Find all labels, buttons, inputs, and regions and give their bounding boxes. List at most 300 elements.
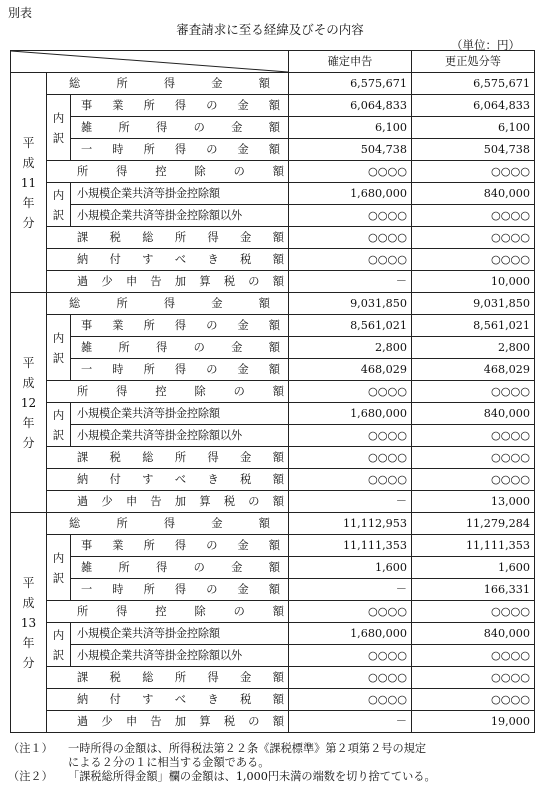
- row-label-text: [81, 338, 280, 358]
- label-char: の: [206, 318, 218, 332]
- label-char: の: [233, 164, 245, 178]
- row-label-text: [81, 96, 280, 116]
- label-char: 控: [155, 164, 167, 178]
- label-char: 得: [207, 230, 219, 244]
- label-char: 所: [174, 670, 187, 684]
- kakutei-value: ○○○○: [289, 601, 412, 623]
- label-char: 所: [143, 582, 155, 596]
- row-label-text: [69, 74, 270, 94]
- tax-table: [10, 50, 535, 733]
- year-label-part: 11: [20, 175, 37, 190]
- note-text: 「課税総所得金額」欄の金額は、1,000円未満の端数を切り捨てている。: [68, 770, 436, 783]
- uchiwake-char: 訳: [52, 130, 65, 145]
- year-label-part: 平: [22, 355, 35, 370]
- kosei-value: ○○○○: [412, 205, 535, 227]
- label-char: 額: [272, 230, 284, 244]
- uchiwake-char: 内: [52, 110, 65, 125]
- label-char: 業: [112, 318, 124, 332]
- label-char: す: [142, 692, 154, 706]
- label-char: 業: [112, 98, 124, 112]
- uchiwake-label: [47, 403, 71, 447]
- row-label-text: [77, 448, 284, 468]
- label-char: 金: [237, 538, 249, 552]
- kosei-value: 19,000: [412, 711, 535, 733]
- row-label-text: [77, 690, 284, 710]
- label-char: 金: [211, 516, 223, 530]
- table-row: [11, 645, 535, 667]
- kosei-value: ○○○○: [412, 161, 535, 183]
- row-label: [71, 95, 289, 117]
- label-char: の: [248, 714, 260, 728]
- table-row: [11, 513, 535, 535]
- label-char: 額: [268, 98, 280, 112]
- label-char: 税: [109, 670, 121, 684]
- row-label: [47, 667, 289, 689]
- table-row: [11, 95, 535, 117]
- row-label-text: [69, 514, 270, 534]
- year-label: [11, 513, 47, 733]
- row-label: [47, 249, 289, 271]
- row-label-text: [77, 162, 284, 182]
- label-char: 所: [118, 340, 130, 354]
- kosei-value: 6,100: [412, 117, 535, 139]
- label-char: 額: [272, 274, 284, 288]
- uchiwake-char: 内: [52, 407, 65, 422]
- row-label-text: [77, 228, 284, 248]
- label-char: 得: [163, 516, 176, 530]
- label-char: す: [142, 252, 154, 266]
- row-label-text: [81, 140, 280, 160]
- row-label-text: [77, 602, 284, 622]
- label-char: 少: [101, 494, 113, 508]
- label-char: 申: [125, 274, 138, 288]
- label-char: 一: [81, 362, 93, 376]
- label-char: 税: [223, 714, 236, 728]
- label-char: 税: [240, 252, 252, 266]
- label-char: 算: [199, 274, 211, 288]
- kakutei-value: －: [289, 579, 412, 601]
- label-char: の: [206, 142, 218, 156]
- kakutei-value: 8,561,021: [289, 315, 412, 337]
- label-char: 雑: [81, 120, 93, 134]
- label-char: 少: [101, 714, 113, 728]
- kakutei-value: ○○○○: [289, 381, 412, 403]
- label-char: 金: [237, 318, 249, 332]
- kakutei-value: 6,575,671: [289, 73, 412, 95]
- label-char: 得: [174, 362, 187, 376]
- label-char: 金: [211, 76, 223, 90]
- label-char: 納: [77, 472, 89, 486]
- label-char: べ: [174, 472, 187, 486]
- row-label: [71, 139, 289, 161]
- label-char: 税: [223, 274, 236, 288]
- row-label: [47, 161, 289, 183]
- kakutei-value: 11,111,353: [289, 535, 412, 557]
- label-char: 得: [116, 604, 128, 618]
- row-label: [47, 381, 289, 403]
- label-char: 所: [143, 538, 155, 552]
- uchiwake-char: 内: [52, 550, 65, 565]
- kakutei-value: 11,112,953: [289, 513, 412, 535]
- table-row: [11, 293, 535, 315]
- row-label: 小規模企業共済等掛金控除額: [71, 183, 289, 205]
- label-char: 額: [258, 516, 270, 530]
- label-char: 所: [174, 230, 187, 244]
- uchiwake-char: 訳: [52, 647, 65, 662]
- label-char: の: [193, 340, 205, 354]
- label-char: 税: [240, 472, 252, 486]
- uchiwake-char: 訳: [52, 427, 65, 442]
- row-label-text: [81, 360, 280, 380]
- kakutei-value: 2,800: [289, 337, 412, 359]
- kosei-value: 11,111,353: [412, 535, 535, 557]
- kosei-value: 13,000: [412, 491, 535, 513]
- note-1: [8, 742, 536, 756]
- table-row: [11, 359, 535, 381]
- kosei-value: ○○○○: [412, 645, 535, 667]
- kosei-value: 1,600: [412, 557, 535, 579]
- row-label: [47, 711, 289, 733]
- label-char: 除: [194, 604, 206, 618]
- label-char: 額: [272, 252, 284, 266]
- label-char: 額: [272, 714, 284, 728]
- label-char: の: [206, 582, 218, 596]
- label-char: 時: [112, 142, 124, 156]
- label-char: の: [206, 98, 218, 112]
- label-char: 金: [237, 582, 249, 596]
- label-char: 金: [231, 120, 243, 134]
- row-label: [47, 689, 289, 711]
- label-char: 加: [174, 274, 187, 288]
- label-char: 総: [142, 670, 154, 684]
- kosei-value: ○○○○: [412, 227, 535, 249]
- table-row: [11, 117, 535, 139]
- label-char: 金: [237, 98, 249, 112]
- label-char: す: [142, 472, 154, 486]
- label-char: 時: [112, 362, 124, 376]
- row-label: [71, 117, 289, 139]
- label-char: 付: [109, 472, 121, 486]
- notes: [8, 742, 536, 784]
- table-row: [11, 161, 535, 183]
- table-row: [11, 623, 535, 645]
- label-char: 所: [77, 384, 89, 398]
- table-row: [11, 557, 535, 579]
- label-char: 得: [163, 76, 176, 90]
- row-label: 小規模企業共済等掛金控除額以外: [71, 425, 289, 447]
- kakutei-value: －: [289, 491, 412, 513]
- label-char: 額: [272, 450, 284, 464]
- year-label-part: 分: [22, 655, 35, 670]
- label-char: 額: [268, 560, 280, 574]
- kakutei-value: 1,680,000: [289, 403, 412, 425]
- note-label: （注２）: [8, 770, 53, 783]
- table-row: [11, 381, 535, 403]
- column-header-kakutei: 確定申告: [289, 51, 412, 73]
- label-char: 事: [81, 98, 93, 112]
- label-char: 所: [143, 362, 155, 376]
- table-row: [11, 205, 535, 227]
- label-char: 所: [174, 450, 187, 464]
- kosei-value: ○○○○: [412, 667, 535, 689]
- kakutei-value: 9,031,850: [289, 293, 412, 315]
- label-char: 所: [116, 516, 128, 530]
- kosei-value: 504,738: [412, 139, 535, 161]
- kakutei-value: ○○○○: [289, 227, 412, 249]
- kakutei-value: ○○○○: [289, 425, 412, 447]
- row-label: 小規模企業共済等掛金控除額以外: [71, 645, 289, 667]
- table-row: [11, 667, 535, 689]
- label-char: 額: [272, 604, 284, 618]
- note-1-continuation: による２分の１に相当する金額である。: [68, 756, 270, 769]
- uchiwake-label: [47, 95, 71, 161]
- row-label-text: [81, 558, 280, 578]
- table-row: [11, 73, 535, 95]
- kakutei-value: ○○○○: [289, 689, 412, 711]
- kosei-value: 6,064,833: [412, 95, 535, 117]
- label-char: 得: [156, 120, 168, 134]
- label-char: 所: [116, 296, 128, 310]
- kosei-value: ○○○○: [412, 689, 535, 711]
- note-label: （注１）: [8, 742, 53, 755]
- row-label-text: [81, 536, 280, 556]
- label-char: 額: [268, 340, 280, 354]
- row-label-text: [77, 470, 284, 490]
- row-label: [47, 271, 289, 293]
- label-char: 付: [109, 252, 121, 266]
- year-label-part: 成: [22, 155, 35, 170]
- label-char: 総: [142, 450, 154, 464]
- label-char: 過: [77, 714, 89, 728]
- kakutei-value: 6,100: [289, 117, 412, 139]
- year-label-part: 年: [22, 195, 35, 210]
- label-char: 得: [163, 296, 176, 310]
- kakutei-value: 468,029: [289, 359, 412, 381]
- label-char: 金: [211, 296, 223, 310]
- document-title: 審査請求に至る経緯及びその内容: [176, 22, 364, 37]
- row-label: [71, 579, 289, 601]
- row-label: [47, 227, 289, 249]
- label-char: 雑: [81, 340, 93, 354]
- label-char: の: [206, 538, 218, 552]
- label-char: 課: [77, 230, 89, 244]
- year-label: [11, 293, 47, 513]
- table-row: [11, 271, 535, 293]
- label-char: 額: [258, 296, 270, 310]
- label-char: 額: [258, 76, 270, 90]
- row-label-text: [77, 382, 284, 402]
- label-char: 得: [207, 670, 219, 684]
- label-char: 額: [272, 472, 284, 486]
- table-row: [11, 579, 535, 601]
- label-char: 控: [155, 384, 167, 398]
- label-char: 得: [174, 538, 187, 552]
- row-label-text: [81, 580, 280, 600]
- kosei-value: 11,279,284: [412, 513, 535, 535]
- kosei-value: ○○○○: [412, 469, 535, 491]
- row-label: 小規模企業共済等掛金控除額以外: [71, 205, 289, 227]
- label-char: 額: [272, 384, 284, 398]
- label-char: 所: [77, 164, 89, 178]
- label-char: 額: [268, 142, 280, 156]
- label-char: 告: [150, 714, 162, 728]
- label-char: 税: [109, 450, 121, 464]
- label-char: 総: [69, 516, 81, 530]
- label-char: 得: [174, 142, 187, 156]
- year-label-part: 平: [22, 135, 35, 150]
- label-char: 事: [81, 318, 93, 332]
- uchiwake-label: [47, 535, 71, 601]
- label-char: 事: [81, 538, 93, 552]
- row-label: [47, 513, 289, 535]
- year-label-part: 12: [20, 395, 37, 410]
- table-row: [11, 491, 535, 513]
- row-label: [47, 293, 289, 315]
- label-char: 除: [194, 384, 206, 398]
- note-text: 一時所得の金額は、所得税法第２２条《課税標準》第２項第２号の規定: [68, 742, 427, 755]
- label-char: 総: [69, 296, 81, 310]
- label-char: 額: [272, 494, 284, 508]
- year-label-part: 年: [22, 415, 35, 430]
- kosei-value: 2,800: [412, 337, 535, 359]
- year-label-part: 分: [22, 215, 35, 230]
- label-char: 過: [77, 274, 89, 288]
- label-char: 額: [272, 164, 284, 178]
- label-char: 得: [116, 384, 128, 398]
- label-char: の: [233, 604, 245, 618]
- kakutei-value: ○○○○: [289, 447, 412, 469]
- row-label-text: [77, 712, 284, 732]
- kosei-value: 10,000: [412, 271, 535, 293]
- label-char: 納: [77, 692, 89, 706]
- kosei-value: 840,000: [412, 623, 535, 645]
- label-char: 少: [101, 274, 113, 288]
- label-char: 業: [112, 538, 124, 552]
- row-label-text: [77, 492, 284, 512]
- year-label-part: 分: [22, 435, 35, 450]
- year-label-part: 年: [22, 635, 35, 650]
- table-row: [11, 535, 535, 557]
- kakutei-value: ○○○○: [289, 645, 412, 667]
- label-char: 額: [268, 362, 280, 376]
- year-label: [11, 73, 47, 293]
- label-char: 総: [69, 76, 81, 90]
- kosei-value: 6,575,671: [412, 73, 535, 95]
- label-char: き: [207, 692, 219, 706]
- label-char: 額: [272, 692, 284, 706]
- label-char: 所: [77, 604, 89, 618]
- label-char: 得: [116, 164, 128, 178]
- label-char: 所: [143, 98, 155, 112]
- row-label: [71, 535, 289, 557]
- table-row: [11, 139, 535, 161]
- label-char: 額: [268, 582, 280, 596]
- row-label: [47, 469, 289, 491]
- label-char: 所: [143, 318, 155, 332]
- label-char: 得: [174, 582, 187, 596]
- kosei-value: ○○○○: [412, 425, 535, 447]
- label-char: 除: [194, 164, 206, 178]
- label-char: の: [248, 494, 260, 508]
- uchiwake-label: [47, 315, 71, 381]
- label-char: 得: [174, 98, 187, 112]
- row-label: 小規模企業共済等掛金控除額: [71, 623, 289, 645]
- label-char: 算: [199, 494, 211, 508]
- row-label: [47, 601, 289, 623]
- document-label: 別表: [8, 6, 33, 20]
- label-char: 算: [199, 714, 211, 728]
- kosei-value: 9,031,850: [412, 293, 535, 315]
- kosei-value: 8,561,021: [412, 315, 535, 337]
- label-char: 金: [240, 230, 252, 244]
- label-char: の: [233, 384, 245, 398]
- year-label-part: 平: [22, 575, 35, 590]
- kakutei-value: －: [289, 271, 412, 293]
- label-char: 申: [125, 494, 138, 508]
- table-row: [11, 425, 535, 447]
- kosei-value: ○○○○: [412, 381, 535, 403]
- table-row: [11, 711, 535, 733]
- row-label-text: [77, 668, 284, 688]
- label-char: の: [248, 274, 260, 288]
- label-char: 額: [268, 318, 280, 332]
- label-char: の: [206, 362, 218, 376]
- label-char: 付: [109, 692, 121, 706]
- label-char: 加: [174, 494, 187, 508]
- label-char: 控: [155, 604, 167, 618]
- label-char: 額: [268, 538, 280, 552]
- uchiwake-label: [47, 183, 71, 227]
- kakutei-value: 1,680,000: [289, 623, 412, 645]
- table-row: [11, 315, 535, 337]
- kakutei-value: ○○○○: [289, 469, 412, 491]
- label-char: 課: [77, 670, 89, 684]
- label-char: 一: [81, 142, 93, 156]
- label-char: の: [193, 120, 205, 134]
- label-char: 額: [268, 120, 280, 134]
- row-label-text: [81, 118, 280, 138]
- note-2: [8, 770, 536, 784]
- uchiwake-char: 内: [52, 330, 65, 345]
- label-char: 一: [81, 582, 93, 596]
- kakutei-value: ○○○○: [289, 161, 412, 183]
- label-char: 金: [237, 142, 249, 156]
- label-char: 得: [156, 560, 168, 574]
- label-char: 総: [142, 230, 154, 244]
- kakutei-value: ○○○○: [289, 205, 412, 227]
- table-row: [11, 469, 535, 491]
- label-char: 告: [150, 274, 162, 288]
- label-char: べ: [174, 252, 187, 266]
- label-char: 課: [77, 450, 89, 464]
- kakutei-value: ○○○○: [289, 249, 412, 271]
- label-char: の: [193, 560, 205, 574]
- table-body: [11, 73, 535, 733]
- label-char: 得: [207, 450, 219, 464]
- row-label: [71, 315, 289, 337]
- label-char: 過: [77, 494, 89, 508]
- label-char: 告: [150, 494, 162, 508]
- table-row: [11, 447, 535, 469]
- row-label-text: [77, 250, 284, 270]
- table-row: [11, 403, 535, 425]
- label-char: き: [207, 472, 219, 486]
- kakutei-value: ○○○○: [289, 667, 412, 689]
- year-label-part: 成: [22, 595, 35, 610]
- label-char: 額: [272, 670, 284, 684]
- kakutei-value: 504,738: [289, 139, 412, 161]
- kosei-value: 166,331: [412, 579, 535, 601]
